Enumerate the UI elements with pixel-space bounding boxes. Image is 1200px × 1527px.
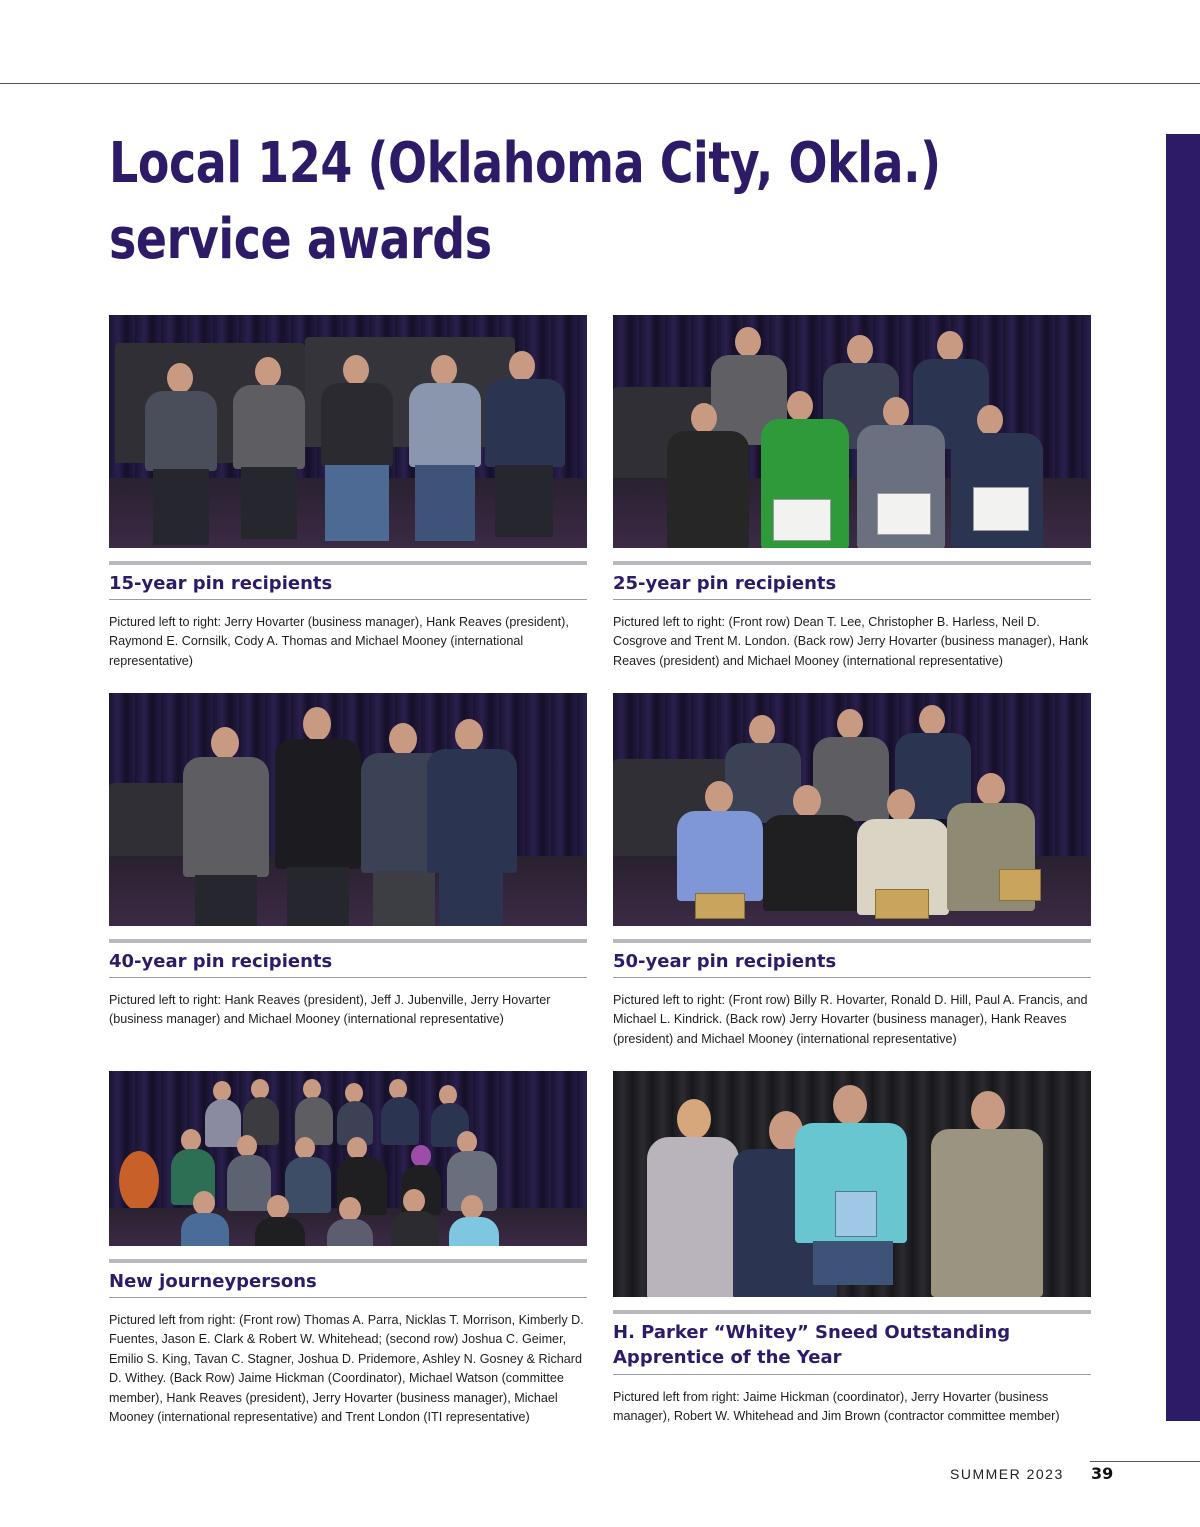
section-rule	[613, 939, 1091, 943]
section-heading-15-year: 15-year pin recipients	[109, 573, 333, 594]
photo-apprentice-of-the-year	[613, 1071, 1091, 1297]
section-heading-50-year: 50-year pin recipients	[613, 951, 837, 972]
top-rule	[0, 83, 1200, 84]
page-number: 39	[1091, 1464, 1114, 1483]
side-accent-bar	[1166, 134, 1200, 1421]
footer-rule	[1090, 1461, 1200, 1462]
heading-underline	[613, 1374, 1091, 1375]
section-caption-25-year: Pictured left to right: (Front row) Dean T. Lee, Christopher B. Harless, Neil D. Cosgrove and Trent M. London. (Back row) Jerry Hovarter (business manager), Hank Reaves (president) and Michael Mooney (international representative)	[613, 615, 1089, 668]
photo-25-year	[613, 315, 1091, 548]
section-heading-25-year: 25-year pin recipients	[613, 573, 837, 594]
section-caption-15-year: Pictured left to right: Jerry Hovarter (business manager), Hank Reaves (president), Raymond E. Cornsilk, Cody A. Thomas and Michael Mooney (international representative)	[109, 615, 569, 668]
photo-15-year	[109, 315, 587, 548]
section-heading-apprentice-of-the-year: H. Parker “Whitey” Sneed Outstanding Apprentice of the Year	[613, 1322, 1011, 1368]
section-heading-new-journeypersons: New journeypersons	[109, 1271, 317, 1292]
section-heading-40-year: 40-year pin recipients	[109, 951, 333, 972]
issue-label: SUMMER 2023	[950, 1466, 1064, 1482]
section-rule	[613, 1310, 1091, 1314]
photo-40-year	[109, 693, 587, 926]
heading-underline	[613, 977, 1091, 978]
page-title-line-1: Local 124 (Oklahoma City, Okla.)	[109, 131, 941, 196]
heading-underline	[109, 977, 587, 978]
heading-underline	[109, 599, 587, 600]
section-caption-new-journeypersons: Pictured left from right: (Front row) Thomas A. Parra, Nicklas T. Morrison, Kimberly D. Fuentes, Jason E. Clark & Robert W. Whitehead; (second row) Joshua C. Geimer, Emilio S. King, Tavan C. Stagner, Joshua D. Pridemore, Ashley N. Gosney & Richard D. Withey. (Back Row) Jaime Hickman (Coordinator), Michael Watson (committee member), Hank Reaves (president), Jerry Hovarter (business manager), Michael Mooney (international representative) and Trent London (ITI representative)	[109, 1313, 584, 1425]
page-title-line-2: service awards	[109, 207, 492, 272]
photo-new-journeypersons	[109, 1071, 587, 1246]
photo-50-year	[613, 693, 1091, 926]
section-rule	[109, 939, 587, 943]
section-caption-50-year: Pictured left to right: (Front row) Billy R. Hovarter, Ronald D. Hill, Paul A. Francis, and Michael L. Kindrick. (Back row) Jerry Hovarter (business manager), Hank Reaves (president) and Michael Mooney (international representative)	[613, 993, 1088, 1046]
heading-underline	[109, 1297, 587, 1298]
heading-underline	[613, 599, 1091, 600]
page-title	[109, 126, 941, 278]
section-rule	[109, 561, 587, 565]
section-caption-apprentice-of-the-year: Pictured left from right: Jaime Hickman (coordinator), Jerry Hovarter (business manager), Robert W. Whitehead and Jim Brown (contractor committee member)	[613, 1390, 1060, 1424]
section-caption-40-year: Pictured left to right: Hank Reaves (president), Jeff J. Jubenville, Jerry Hovarter (business manager) and Michael Mooney (international representative)	[109, 993, 551, 1027]
section-rule	[109, 1259, 587, 1263]
section-rule	[613, 561, 1091, 565]
